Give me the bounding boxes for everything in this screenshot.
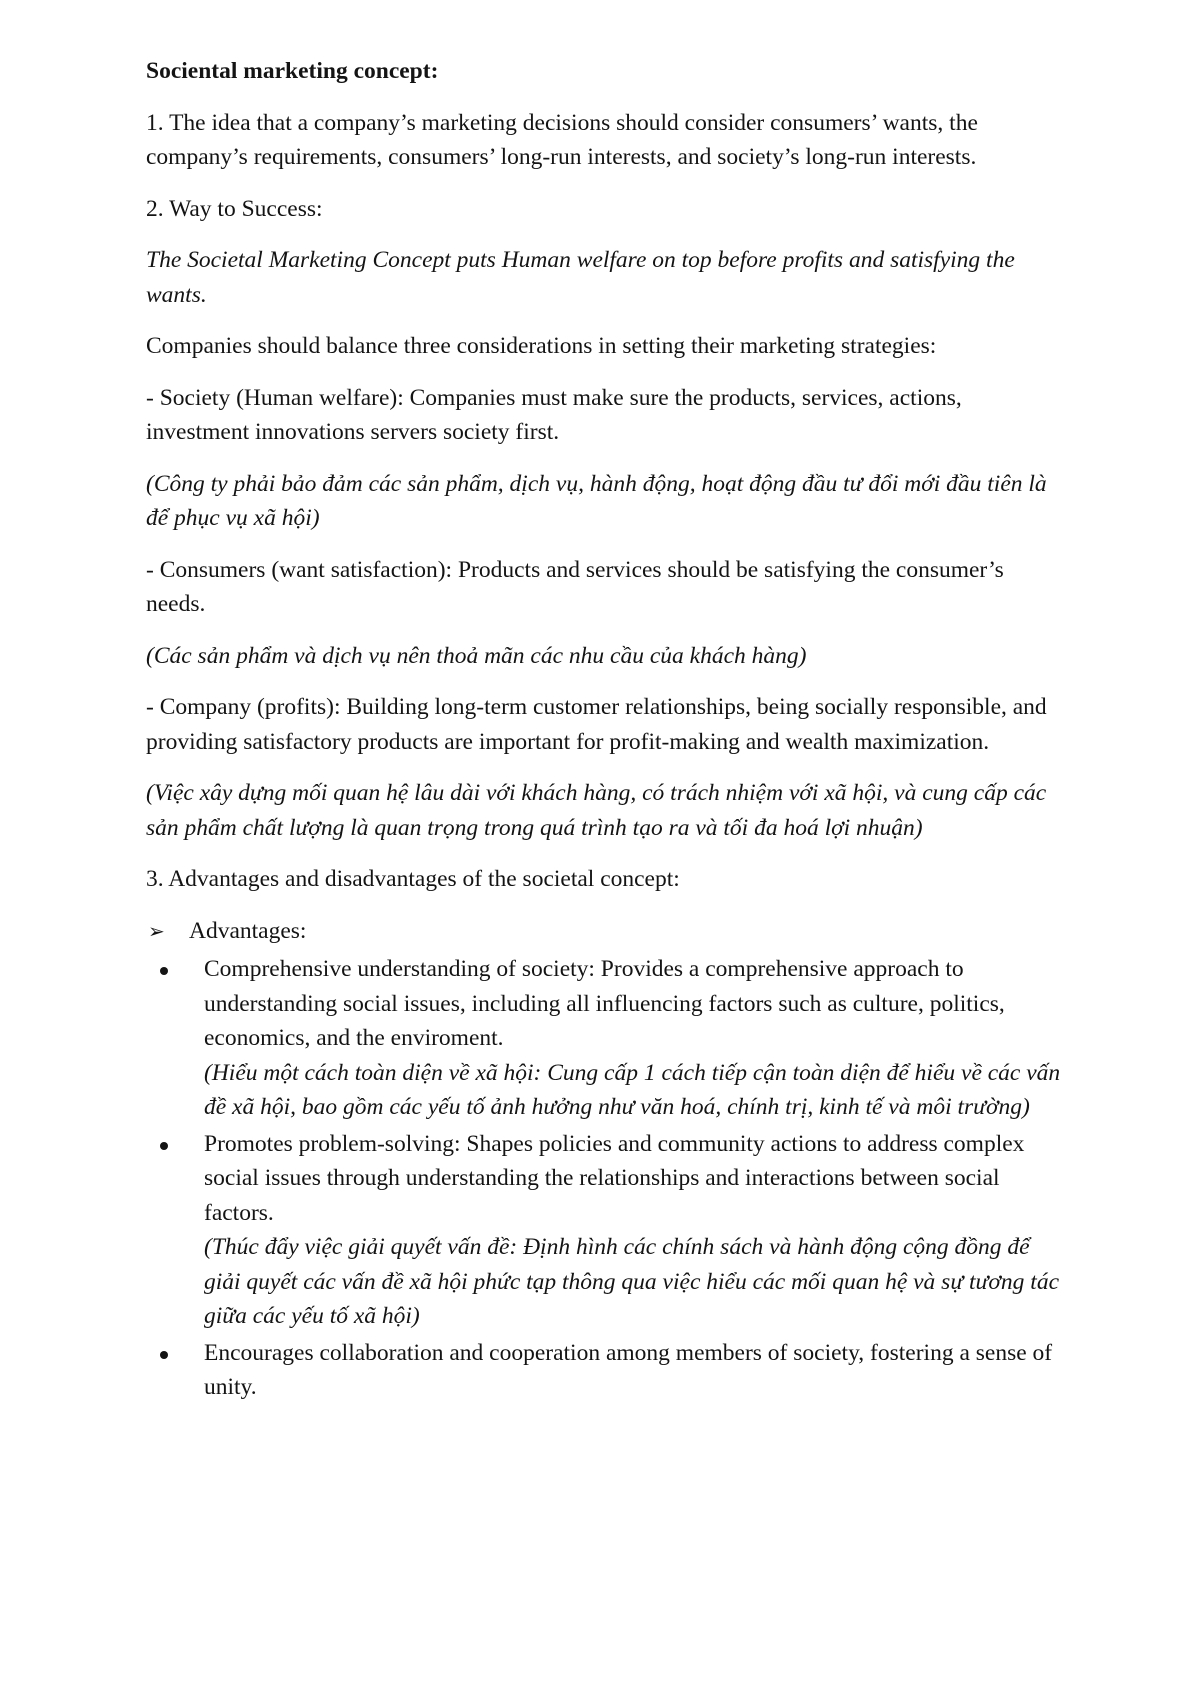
document-title: Sociental marketing concept:	[146, 58, 439, 84]
list-item-text: Encourages collaboration and cooperation among members of society, fostering a sense of unity.	[204, 1339, 1053, 1400]
list-item	[146, 1127, 1066, 1334]
list-item	[146, 952, 1066, 1125]
document-page	[146, 54, 1066, 1407]
list-item-translation: (Thúc đẩy việc giải quyết vấn đề: Định hình các chính sách và hành động cộng đồng để giải quyết các vấn đề xã hội phức tạp thông qua việc hiểu các mối quan hệ và sự tương tác giữa các yếu tố xã hội)	[204, 1234, 1059, 1329]
consideration-society-translation: (Công ty phải bảo đảm các sản phẩm, dịch vụ, hành động, hoạt động đầu tư đổi mới đầu tiên là để phục vụ xã hội)	[146, 470, 1047, 531]
list-item-translation: (Hiểu một cách toàn diện về xã hội: Cung cấp 1 cách tiếp cận toàn diện để hiểu về các vấn đề xã hội, bao gồm các yếu tố ảnh hưởng như văn hoá, chính trị, kinh tế và môi trường)	[204, 1059, 1061, 1120]
consideration-consumers: - Consumers (want satisfaction): Products and services should be satisfying the consumer’s needs.	[146, 556, 1004, 617]
section-heading-way-to-success: 2. Way to Success:	[146, 195, 323, 222]
list-item	[146, 1336, 1066, 1405]
consideration-company-translation: (Việc xây dựng mối quan hệ lâu dài với khách hàng, có trách nhiệm với xã hội, và cung cấp các sản phẩm chất lượng là quan trọng trong quá trình tạo ra và tối đa hoá lợi nhuận)	[146, 780, 1047, 841]
arrow-bullet-icon: ➢	[148, 918, 165, 943]
consideration-society: - Society (Human welfare): Companies must make sure the products, services, actions, investment innovations servers society first.	[146, 384, 962, 445]
advantages-label: Advantages:	[189, 917, 307, 944]
advantages-heading	[146, 914, 1066, 949]
bullet-dot-icon	[160, 1351, 168, 1359]
definition-paragraph: 1. The idea that a company’s marketing decisions should consider consumers’ wants, the company’s requirements, consumers’ long-run interests, and society’s long-run interests.	[146, 109, 978, 170]
bullet-dot-icon	[160, 1142, 168, 1150]
section-heading-advantages-disadvantages: 3. Advantages and disadvantages of the societal concept:	[146, 866, 680, 892]
consideration-company: - Company (profits): Building long-term customer relationships, being socially responsible, and providing satisfactory products are important for profit-making and wealth maximization.	[146, 694, 1047, 755]
quote-paragraph: The Societal Marketing Concept puts Human welfare on top before profits and satisfying the wants.	[146, 247, 1015, 308]
consideration-consumers-translation: (Các sản phẩm và dịch vụ nên thoả mãn các nhu cầu của khách hàng)	[146, 642, 807, 669]
intro-paragraph: Companies should balance three considerations in setting their marketing strategies:	[146, 333, 937, 359]
bullet-dot-icon	[160, 967, 168, 975]
list-item-text: Promotes problem-solving: Shapes policies and community actions to address complex social issues through understanding the relationships and interactions between social factors.	[204, 1130, 1025, 1226]
advantages-list	[146, 952, 1066, 1405]
list-item-text: Comprehensive understanding of society: Provides a comprehensive approach to understanding social issues, including all influencing factors such as culture, politics, economics, and the enviroment.	[204, 956, 1005, 1051]
